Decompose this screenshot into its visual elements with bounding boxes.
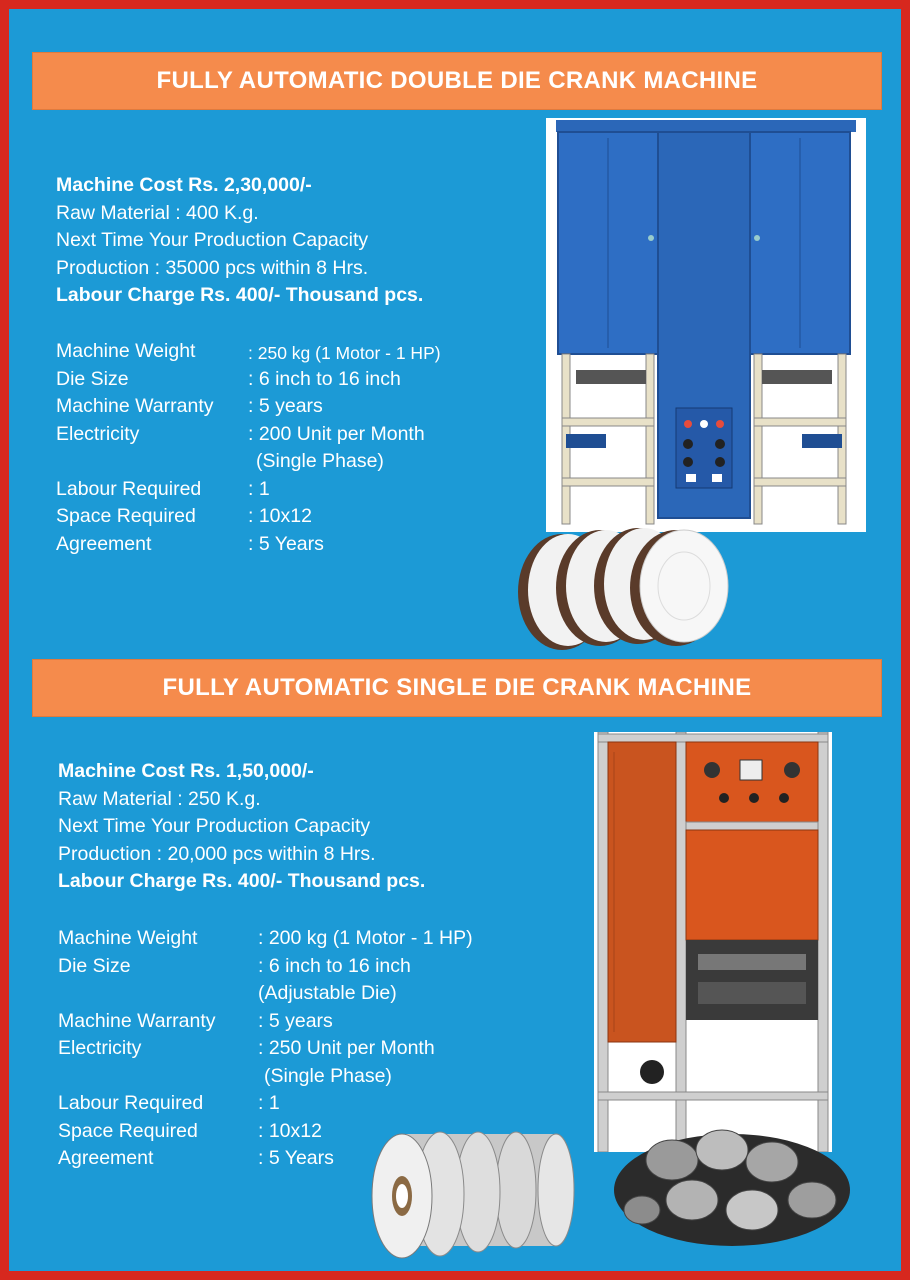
section2-production: Production : 20,000 pcs within 8 Hrs. xyxy=(58,842,376,865)
spec-row xyxy=(56,531,516,559)
spec-row xyxy=(58,1008,538,1036)
spec-row xyxy=(56,393,516,421)
spec-row xyxy=(56,476,516,504)
section2-title: FULLY AUTOMATIC SINGLE DIE CRANK MACHINE xyxy=(162,674,752,701)
spec-label: Labour Required xyxy=(56,477,202,500)
spec-row xyxy=(58,953,538,981)
spec-row xyxy=(56,366,516,394)
spec-value: : 1 xyxy=(258,1092,280,1114)
silver-plates-pile-image xyxy=(612,1100,852,1250)
spec-value: : 200 kg (1 Motor - 1 HP) xyxy=(258,927,473,949)
spec-label: Agreement xyxy=(56,532,152,555)
spec-value: : 200 Unit per Month xyxy=(248,422,425,445)
spec-label: Machine Warranty xyxy=(56,395,214,417)
spec-row xyxy=(58,1035,538,1063)
spec-row xyxy=(58,1063,538,1091)
spec-label: Labour Required xyxy=(58,1092,204,1114)
spec-row xyxy=(58,1090,538,1118)
spec-row xyxy=(56,503,516,531)
spec-value: : 250 kg (1 Motor - 1 HP) xyxy=(248,343,441,363)
spec-label: Space Required xyxy=(58,1119,198,1142)
spec-row xyxy=(56,338,516,366)
silver-paper-rolls-image xyxy=(366,1122,580,1262)
spec-label: Die Size xyxy=(56,367,129,390)
spec-row xyxy=(56,448,516,476)
section1-production: Production : 35000 pcs within 8 Hrs. xyxy=(56,256,369,279)
section1-summary xyxy=(56,172,423,310)
section2-raw-material: Raw Material : 250 K.g. xyxy=(58,787,261,810)
section1-capacity-line: Next Time Your Production Capacity xyxy=(56,229,369,251)
spec-label: Electricity xyxy=(58,1037,142,1059)
spec-value: : 5 Years xyxy=(248,532,324,555)
spec-label: Die Size xyxy=(58,954,131,977)
spec-row xyxy=(56,421,516,449)
section2-summary xyxy=(58,758,425,896)
spec-value: : 6 inch to 16 inch xyxy=(248,367,401,390)
paper-plates-image xyxy=(512,526,732,656)
spec-label: Electricity xyxy=(56,422,140,445)
spec-value: (Single Phase) xyxy=(256,450,384,472)
spec-label: Machine Weight xyxy=(56,340,196,362)
section2-title-banner xyxy=(32,659,882,717)
single-die-machine-image xyxy=(594,732,832,1152)
section2-capacity-line: Next Time Your Production Capacity xyxy=(58,815,371,837)
spec-value: : 5 years xyxy=(248,395,323,417)
spec-value: : 5 years xyxy=(258,1009,333,1032)
spec-value: (Single Phase) xyxy=(264,1064,392,1087)
section1-labour-charge: Labour Charge Rs. 400/- Thousand pcs. xyxy=(56,284,424,306)
spec-value: : 10x12 xyxy=(258,1119,322,1142)
spec-value: : 10x12 xyxy=(248,505,312,527)
spec-value: : 1 xyxy=(248,477,270,500)
section2-labour-charge: Labour Charge Rs. 400/- Thousand pcs. xyxy=(58,870,426,892)
spec-label: Agreement xyxy=(58,1147,154,1169)
spec-label: Space Required xyxy=(56,505,196,527)
section1-title-banner xyxy=(32,52,882,110)
double-die-machine-image xyxy=(546,118,866,532)
section1-raw-material: Raw Material : 400 K.g. xyxy=(56,201,259,224)
section1-spec-table xyxy=(56,338,516,558)
spec-value: : 5 Years xyxy=(258,1147,334,1169)
section1-cost: Machine Cost Rs. 2,30,000/- xyxy=(56,174,312,196)
spec-value: : 6 inch to 16 inch xyxy=(258,954,411,977)
spec-value: : 250 Unit per Month xyxy=(258,1037,435,1059)
spec-row xyxy=(58,925,538,953)
spec-row xyxy=(58,980,538,1008)
spec-label: Machine Warranty xyxy=(58,1009,216,1032)
spec-label: Machine Weight xyxy=(58,927,198,949)
section2-cost: Machine Cost Rs. 1,50,000/- xyxy=(58,760,314,782)
section1-title: FULLY AUTOMATIC DOUBLE DIE CRANK MACHINE xyxy=(156,67,758,94)
spec-value: (Adjustable Die) xyxy=(258,982,397,1004)
